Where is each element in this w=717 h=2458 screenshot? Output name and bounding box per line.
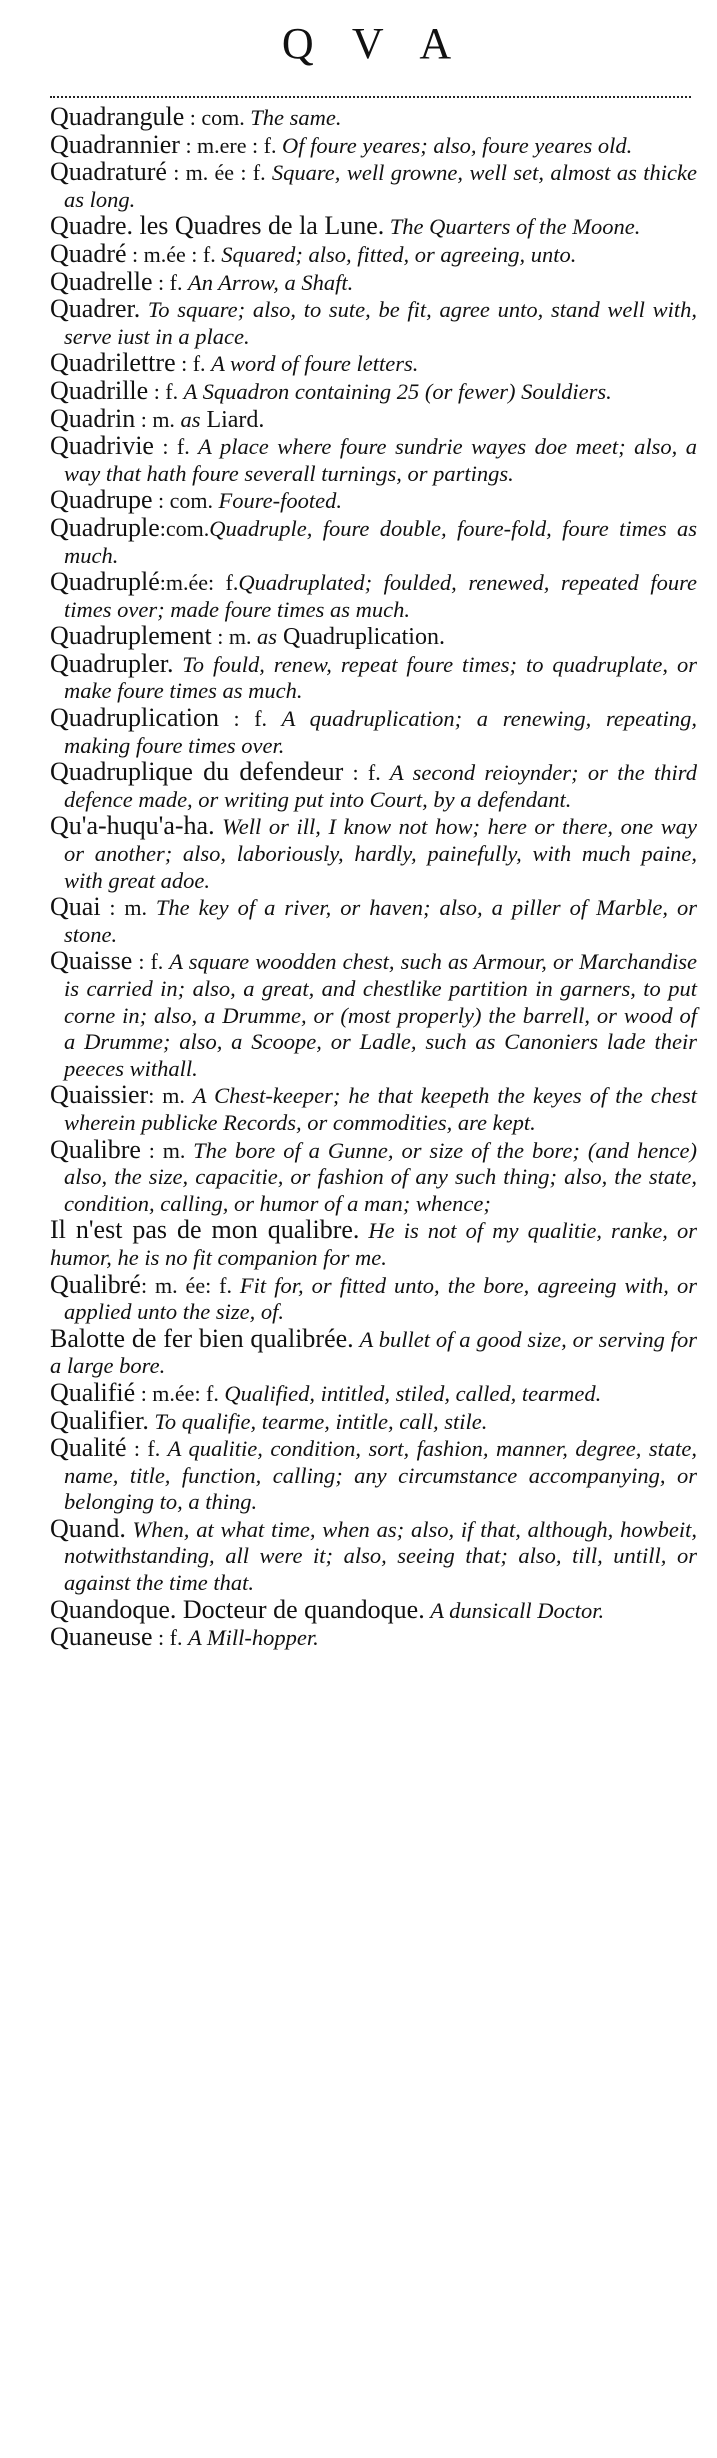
definition: Of foure yeares; also, foure yeares old. — [281, 132, 633, 158]
headword: Il n'est pas de mon qualibre. — [50, 1215, 360, 1245]
headword: Quai — [50, 892, 101, 922]
grammar-note: : f. — [148, 378, 184, 404]
dictionary-entry — [50, 1269, 697, 1326]
definition: Foure-footed. — [218, 488, 343, 514]
dictionary-entry — [50, 487, 697, 515]
grammar-note: :m.ée: f. — [159, 570, 239, 596]
grammar-note — [215, 814, 223, 839]
headword: Quaissier — [50, 1080, 149, 1110]
definition: A word of foure letters. — [211, 351, 419, 377]
definition: A Mill-hopper. — [187, 1625, 319, 1651]
definition: A square woodden chest, such as Armour, or Marchandise is carried in; also, a great, and chestlike partition in garners, to put corne in; also, a Drumme, or (most properly) the barrell, or wood of a Drumme; also, a Scoope, or Ladle, such as Canoniers lade their peeces withall. — [64, 949, 697, 1081]
dictionary-entry — [50, 623, 697, 651]
grammar-note: : m.ée : f. — [126, 241, 222, 267]
headword: Quand. — [50, 1513, 126, 1543]
definition: An Arrow, a Shaft. — [187, 269, 354, 295]
dictionary-entry — [50, 1405, 697, 1436]
definition: Square, well growne, well set, almost as thicke as long. — [64, 160, 697, 212]
headword: Qu'a-huqu'a-ha. — [50, 811, 215, 841]
dictionary-entry — [50, 1594, 697, 1625]
dictionary-entry — [50, 1217, 697, 1271]
dictionary-entry — [50, 1082, 697, 1136]
headword: Quadruplication — [50, 703, 219, 733]
headword: Quadruplique du defendeur — [50, 757, 344, 787]
definition: as — [256, 624, 277, 650]
definition: A dunsicall Doctor. — [430, 1597, 605, 1623]
cross-reference: Liard. — [200, 406, 265, 433]
grammar-note: : m. — [100, 895, 156, 921]
grammar-note: : m. ée : f. — [166, 160, 272, 186]
grammar-note: : f. — [132, 949, 170, 975]
headword: Quadrangule — [50, 102, 185, 131]
headword: Quadrelle — [50, 266, 153, 296]
grammar-note: : f. — [175, 351, 212, 377]
grammar-note: : com. — [152, 488, 219, 514]
grammar-note: :com. — [159, 515, 210, 541]
headword: Quadruple — [50, 512, 160, 542]
definition: The same. — [250, 105, 342, 130]
headword: Quadrupler. — [50, 648, 174, 678]
dictionary-entry — [50, 894, 697, 948]
definition: Qualified, intitled, stiled, called, tearmed. — [224, 1380, 602, 1406]
dictionary-entry — [50, 266, 697, 297]
definition: A place where foure sundrie wayes doe meet; also, a way that hath foure severall turnings, or partings. — [64, 434, 697, 486]
grammar-note: : m. — [211, 624, 257, 650]
dictionary-entry — [50, 813, 697, 894]
definition: To qualifie, tearme, intitle, call, stile. — [154, 1408, 488, 1434]
definition: Quadruple, foure double, foure-fold, foure times as much. — [64, 515, 697, 568]
definition: The key of a river, or haven; also, a piller of Marble, or stone. — [64, 895, 697, 947]
cross-reference: Quadruplication. — [276, 624, 445, 651]
headword: Qualibré — [50, 1269, 141, 1299]
grammar-note: : m. — [148, 1083, 193, 1109]
dictionary-entry — [50, 512, 697, 569]
header-rule — [50, 96, 691, 98]
dictionary-entry — [50, 159, 697, 213]
headword: Quaneuse — [50, 1622, 153, 1652]
grammar-note — [126, 1517, 133, 1542]
dictionary-entry — [50, 1624, 697, 1652]
dictionary-entry — [50, 238, 697, 269]
dictionary-entry — [50, 948, 697, 1082]
definition: A Chest-keeper; he that keepeth the keyes of the chest wherein publicke Records, or commodities, are kept. — [64, 1083, 697, 1135]
dictionary-entry — [50, 433, 697, 487]
dictionary-entry — [50, 569, 697, 623]
definition: The bore of a Gunne, or size of the bore; (and hence) also, the size, capacitie, or fashion of any such thing; also, the state, condition, calling, or humor of a man; whence; — [64, 1137, 697, 1216]
headword: Quaisse — [50, 946, 133, 976]
dictionary-entry — [50, 1513, 698, 1597]
definition: A second reioynder; or the third defence made, or writing put into Court, by a defendant. — [64, 760, 697, 812]
grammar-note: : m.ée: f. — [135, 1380, 225, 1406]
definition: Well or ill, I know not how; here or there, one way or another; also, laboriously, hardly, painefully, with much paine, with great adoe. — [64, 814, 698, 893]
grammar-note — [173, 652, 182, 677]
headword: Balotte de fer bien qualibrée. — [50, 1323, 354, 1353]
headword: Quadrer. — [50, 294, 141, 324]
definition: as — [180, 406, 201, 432]
grammar-note: : f. — [126, 1436, 168, 1462]
dictionary-entry — [50, 403, 697, 434]
dictionary-entry — [50, 1435, 697, 1516]
dictionary-entry — [50, 104, 697, 132]
definition: Quadruplated; foulded, renewed, repeated foure times over; made foure times as much. — [64, 570, 697, 622]
headword: Qualibre — [50, 1134, 141, 1164]
headword: Quadrannier — [50, 129, 180, 159]
dictionary-entry — [50, 705, 697, 759]
headword: Quandoque. Docteur de quandoque. — [50, 1594, 425, 1624]
definition: When, at what time, when as; also, if that, although, howbeit, notwithstanding, all were it; also, seeing that; also, till, untill, or against the time that. — [64, 1516, 698, 1596]
grammar-note: : f. — [343, 760, 390, 786]
grammar-note: : m. — [140, 1137, 194, 1163]
definition: A bullet of a good size, or serving for a large bore. — [50, 1326, 697, 1379]
page-header: Q V A — [281, 19, 466, 68]
dictionary-entry — [50, 350, 697, 378]
dictionary-entry — [50, 1377, 697, 1408]
headword: Qualité — [50, 1433, 127, 1463]
headword: Quadruplement — [50, 621, 212, 651]
definition: The Quarters of the Moone. — [389, 214, 641, 240]
definition: Fit for, or fitted unto, the bore, agreeing with, or applied unto the size, of. — [64, 1272, 697, 1325]
grammar-note: : com. — [184, 105, 251, 130]
headword: Quadré — [50, 238, 127, 268]
grammar-note: : f. — [152, 269, 188, 295]
grammar-note: : f. — [152, 1625, 188, 1651]
headword: Quadraturé — [50, 157, 167, 187]
grammar-note: : f. — [218, 706, 282, 732]
headword: Quadrivie — [50, 431, 154, 461]
definition: He is not of my qualitie, ranke, or humor, he is no fit companion for me. — [50, 1218, 697, 1270]
definition: Squared; also, fitted, or agreeing, unto. — [221, 241, 577, 267]
dictionary-entry — [50, 296, 697, 350]
definition: A Squadron containing 25 (or fewer) Souldiers. — [183, 378, 612, 404]
dictionary-entry — [50, 129, 697, 160]
headword: Quadrupe — [50, 485, 153, 515]
grammar-note — [140, 297, 148, 322]
grammar-note: : m.ere : f. — [179, 132, 282, 158]
dictionary-entry — [50, 1134, 697, 1218]
headword: Qualifié — [50, 1377, 136, 1407]
dictionary-entry — [50, 375, 697, 406]
definition: A qualitie, condition, sort, fashion, manner, degree, state, name, title, function, calling; any circumstance accompanying, or belonging to, a thing. — [64, 1436, 697, 1515]
definition: To fould, renew, repeat foure times; to quadruplate, or make foure times as much. — [64, 651, 697, 704]
headword: Qualifier. — [50, 1405, 149, 1435]
headword: Quadre. les Quadres de la Lune. — [50, 211, 385, 241]
grammar-note: : m. — [135, 406, 181, 432]
dictionary-entry — [50, 213, 697, 241]
grammar-note: : m. ée: f. — [140, 1272, 240, 1298]
headword: Quadrin — [50, 403, 136, 433]
headword: Quadruplé — [50, 567, 160, 597]
grammar-note: : f. — [153, 434, 199, 460]
dictionary-entry — [50, 1323, 697, 1380]
entry-list — [50, 104, 697, 1652]
dictionary-entry — [50, 759, 697, 813]
definition: A quadruplication; a renewing, repeating, making foure times over. — [64, 706, 697, 758]
definition: To square; also, to sute, be fit, agree unto, stand well with, serve iust in a place. — [64, 297, 698, 349]
dictionary-entry — [50, 648, 697, 705]
headword: Quadrille — [50, 375, 149, 405]
headword: Quadrilettre — [50, 348, 176, 378]
